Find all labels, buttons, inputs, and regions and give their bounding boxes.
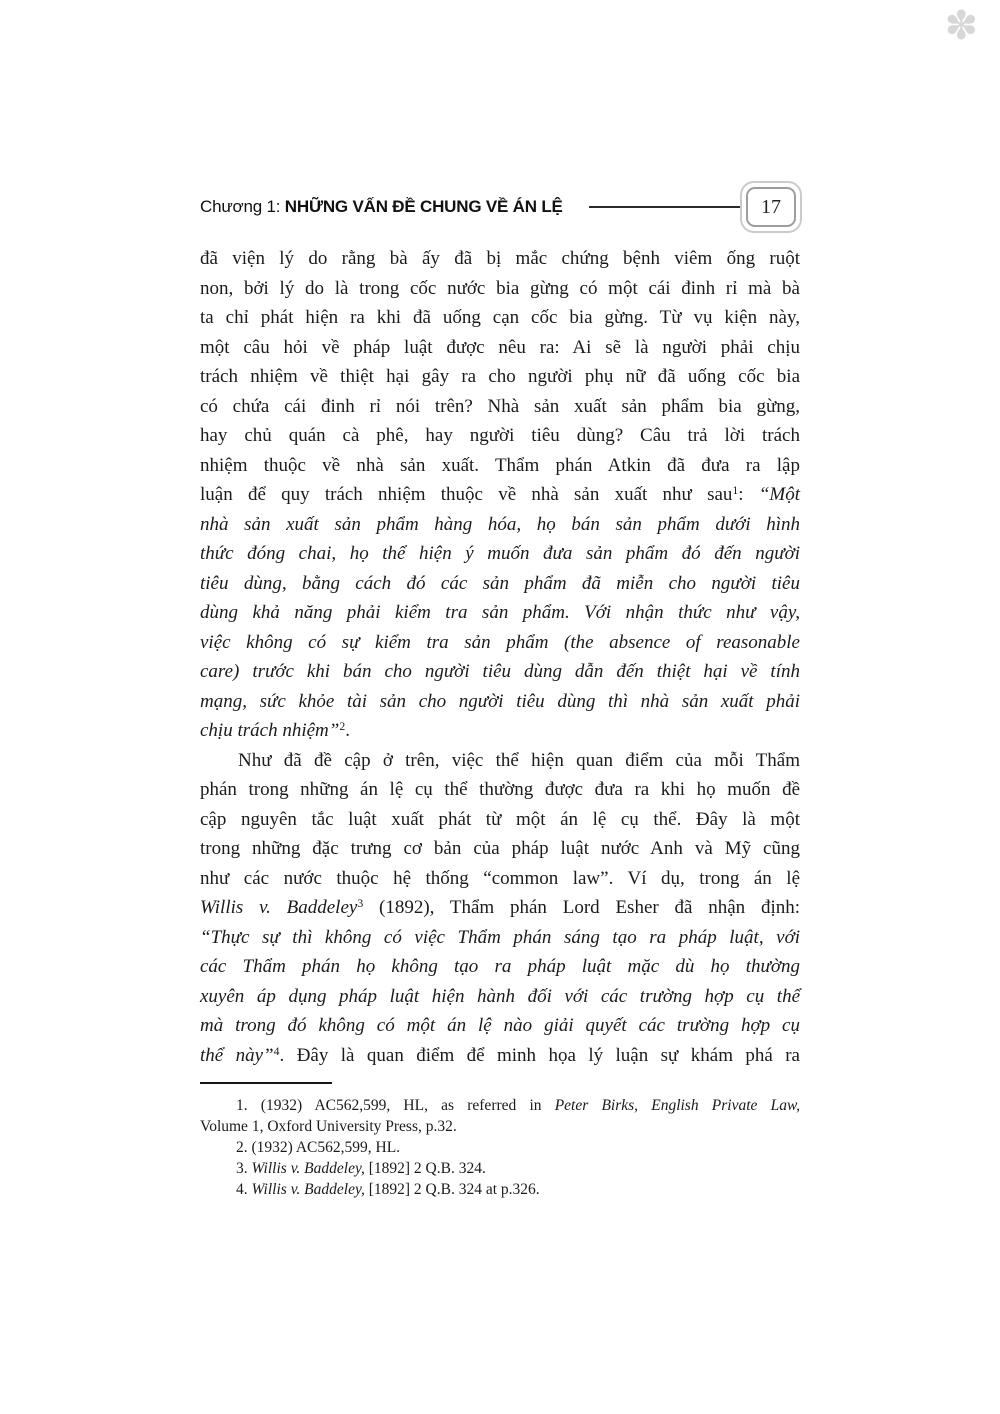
text-segment: cập nguyên tắc luật xuất phát từ một án lệ cụ thể. Đây là một xyxy=(200,808,800,830)
text-segment: [1892] 2 Q.B. 324. xyxy=(364,1160,486,1177)
header-rule xyxy=(589,206,740,208)
text-segment: mà trong đó không có một án lệ nào giải quyết các trường hợp cụ xyxy=(200,1015,800,1036)
chapter-heading xyxy=(200,197,563,217)
text-segment: xuyên áp dụng pháp luật hiện hành đối với các trường hợp cụ thể xyxy=(200,985,800,1007)
text-line xyxy=(200,539,800,569)
page-number-box xyxy=(740,181,802,233)
footnote-line xyxy=(200,1158,800,1179)
text-segment: 2. (1932) AC562,599, HL. xyxy=(236,1139,401,1156)
text-segment: luận để quy trách nhiệm thuộc về nhà sản xuất như sau xyxy=(200,484,733,505)
text-line xyxy=(200,244,800,274)
text-line xyxy=(200,834,800,864)
footnote-marker: 4 xyxy=(273,1044,280,1058)
page-header xyxy=(200,181,802,233)
text-line xyxy=(200,864,800,894)
text-segment: thức đóng chai, họ thể hiện ý muốn đưa sản phẩm đó đến người xyxy=(200,543,800,564)
footnote-separator xyxy=(200,1082,332,1084)
text-segment: . Đây là quan điểm để minh họa lý luận sự khám phá ra xyxy=(279,1044,800,1066)
text-segment: như các nước thuộc hệ thống “common law”. Ví dụ, trong án lệ xyxy=(200,867,800,889)
text-line xyxy=(200,1011,800,1041)
text-line xyxy=(200,274,800,304)
text-line xyxy=(200,362,800,392)
text-line xyxy=(200,805,800,835)
text-segment: Như đã đề cập ở trên, việc thể hiện quan điểm của mỗi Thẩm xyxy=(238,749,800,771)
text-line xyxy=(200,982,800,1012)
text-line xyxy=(200,893,800,923)
text-segment: nhiệm thuộc về nhà sản xuất. Thẩm phán Atkin đã đưa ra lập xyxy=(200,454,800,476)
text-segment: chịu trách nhiệm” xyxy=(200,720,340,741)
text-segment: 4. xyxy=(236,1181,252,1198)
text-line xyxy=(200,421,800,451)
footnote-line xyxy=(200,1095,800,1116)
text-segment: 3. xyxy=(236,1160,252,1177)
footnote-marker: 3 xyxy=(357,897,364,911)
text-line xyxy=(200,303,800,333)
text-segment: Peter Birks, English Private Law, xyxy=(554,1097,801,1114)
text-segment: . xyxy=(345,720,350,741)
text-line xyxy=(200,480,800,510)
text-line xyxy=(200,1041,800,1071)
text-line xyxy=(200,628,800,658)
text-segment: “Thực sự thì không có việc Thẩm phán sáng tạo ra pháp luật, với xyxy=(200,926,800,948)
text-segment: Willis v. Baddeley, xyxy=(251,1181,365,1198)
text-segment: care) trước khi bán cho người tiêu dùng dẫn đến thiệt hại về tính xyxy=(200,661,800,682)
footnote-line xyxy=(200,1116,800,1137)
text-segment: “Một xyxy=(758,484,800,505)
text-segment: non, bởi lý do là trong cốc nước bia gừng có một cái đinh rỉ mà bà xyxy=(200,277,800,299)
text-segment: Willis v. Baddeley, xyxy=(251,1160,365,1177)
text-segment: trong những đặc trưng cơ bản của pháp luật nước Anh và Mỹ cũng xyxy=(200,838,800,859)
footnote-line xyxy=(200,1137,800,1158)
body-text xyxy=(200,244,800,1070)
text-segment: nhà sản xuất sản phẩm hàng hóa, họ bán sản phẩm dưới hình xyxy=(200,513,800,535)
text-line xyxy=(200,687,800,717)
text-segment: mạng, sức khỏe tài sản cho người tiêu dùng thì nhà sản xuất phải xyxy=(200,690,800,712)
text-line xyxy=(200,657,800,687)
text-segment: Willis v. Baddeley xyxy=(200,897,358,918)
text-line xyxy=(200,952,800,982)
text-segment: việc không có sự kiểm tra sản phẩm (the absence of reasonable xyxy=(200,631,800,653)
text-segment: các Thẩm phán họ không tạo ra pháp luật mặc dù họ thường xyxy=(200,956,800,977)
text-line xyxy=(200,716,800,746)
text-segment: một câu hỏi về pháp luật được nêu ra: Ai sẽ là người phải chịu xyxy=(200,336,800,358)
text-segment: phán trong những án lệ cụ thể thường được đưa ra khi họ muốn đề xyxy=(200,779,800,800)
text-line xyxy=(200,569,800,599)
text-line xyxy=(200,923,800,953)
page-number: 17 xyxy=(746,187,796,227)
chapter-title: NHỮNG VẤN ĐỀ CHUNG VỀ ÁN LỆ xyxy=(284,197,563,216)
text-segment: thể này” xyxy=(200,1044,274,1066)
text-line xyxy=(200,510,800,540)
text-line xyxy=(200,598,800,628)
text-segment: ta chỉ phát hiện ra khi đã uống cạn cốc bia gừng. Từ vụ kiện này, xyxy=(200,307,800,328)
text-segment: trách nhiệm về thiệt hại gây ra cho người phụ nữ đã uống cốc bia xyxy=(200,366,800,387)
flower-decoration-icon: ✽ xyxy=(944,3,978,49)
text-segment: dùng khả năng phải kiểm tra sản phẩm. Với nhận thức như vậy, xyxy=(200,602,800,623)
footnote-list xyxy=(200,1095,800,1200)
text-segment: có chứa cái đinh rỉ nói trên? Nhà sản xuất sản phẩm bia gừng, xyxy=(200,395,800,417)
text-segment: tiêu dùng, bằng cách đó các sản phẩm đã miễn cho người tiêu xyxy=(200,572,800,594)
text-segment: [1892] 2 Q.B. 324 at p.326. xyxy=(364,1181,540,1198)
text-segment: đã viện lý do rằng bà ấy đã bị mắc chứng bệnh viêm ống ruột xyxy=(200,248,800,269)
text-segment: : xyxy=(738,484,759,505)
chapter-prefix: Chương 1: xyxy=(200,197,285,216)
footnote-marker: 2 xyxy=(339,720,346,734)
footnote-line xyxy=(200,1179,800,1200)
footnotes-section xyxy=(200,1082,800,1200)
text-line xyxy=(200,333,800,363)
text-line xyxy=(200,746,800,776)
footnote-marker: 1 xyxy=(732,484,739,498)
text-line xyxy=(200,392,800,422)
text-segment: Volume 1, Oxford University Press, p.32. xyxy=(200,1118,457,1135)
text-line xyxy=(200,451,800,481)
text-segment: hay chủ quán cà phê, hay người tiêu dùng? Câu trả lời trách xyxy=(200,425,800,446)
text-segment: (1892), Thẩm phán Lord Esher đã nhận định: xyxy=(363,897,801,918)
text-line xyxy=(200,775,800,805)
text-segment: 1. (1932) AC562,599, HL, as referred in xyxy=(236,1097,555,1114)
